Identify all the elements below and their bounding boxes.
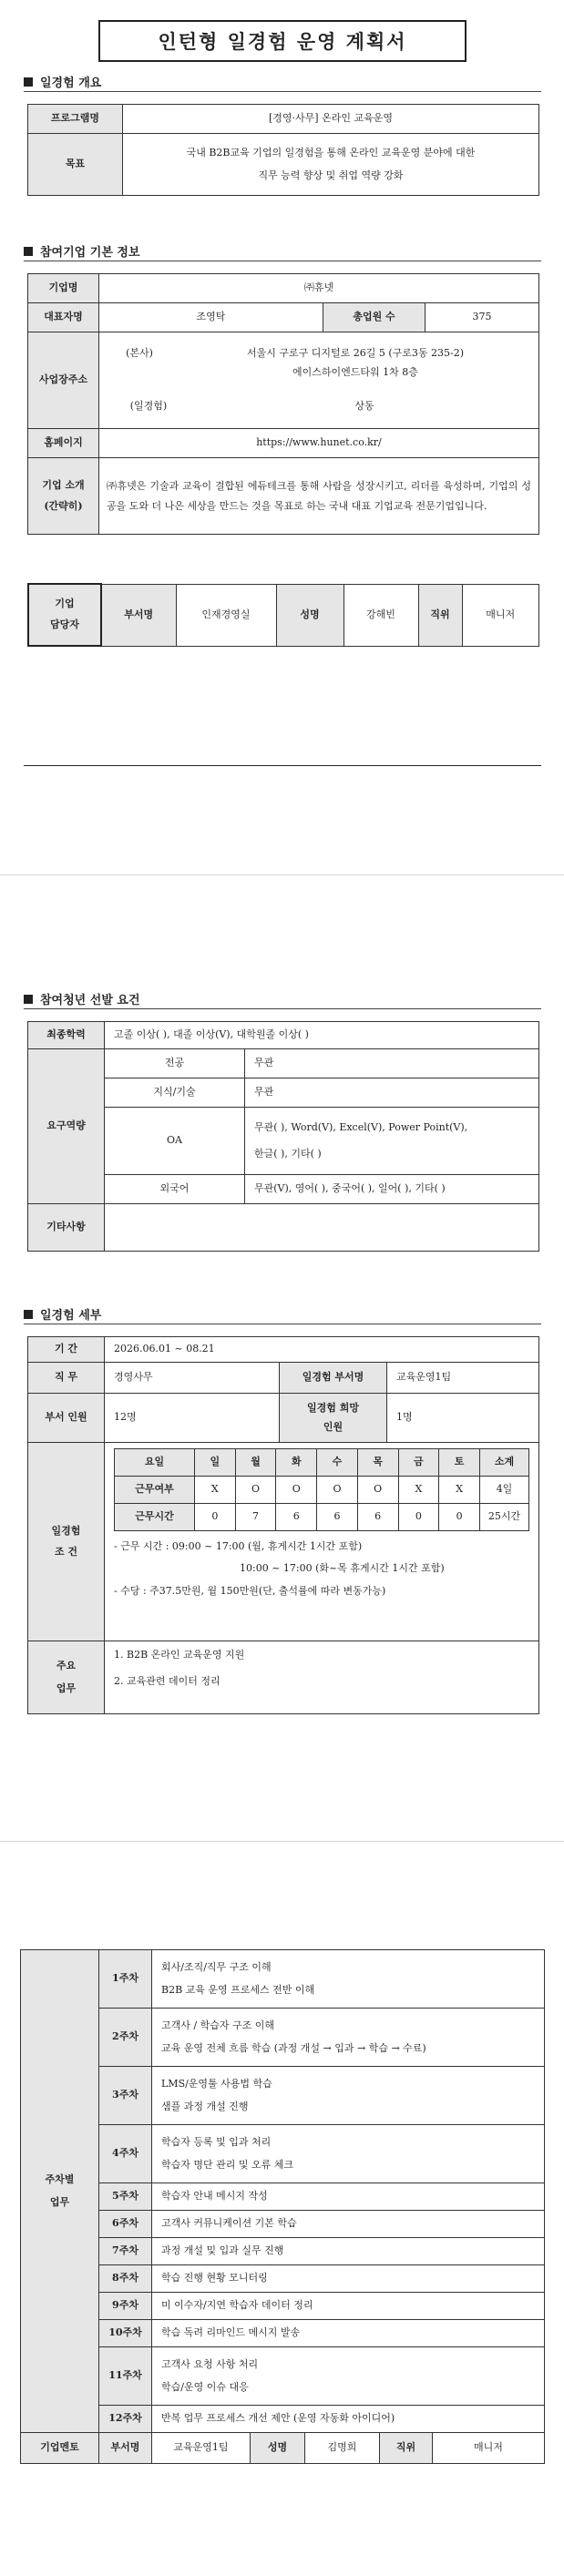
- manager-dept-value: 인재경영실: [176, 584, 276, 646]
- week-task-line: 미 이수자/지연 학습자 데이터 정리: [161, 2299, 313, 2312]
- week-task-line: 학습자 명단 관리 및 오류 체크: [161, 2158, 293, 2171]
- skill-label: 지식/기술: [105, 1078, 245, 1108]
- week-number: 11주차: [99, 2347, 152, 2406]
- company-intro-label: 기업 소개 (간략히): [28, 458, 99, 535]
- week-number: 3주차: [99, 2067, 152, 2125]
- page-2: [0, 875, 564, 1841]
- site-label: (일경험): [129, 399, 168, 412]
- week-tasks: [152, 2238, 545, 2265]
- document-title: 인턴형 일경험 운영 계획서: [98, 20, 467, 62]
- hours_row-cell: 0: [195, 1504, 236, 1531]
- conditions-notes: [114, 1540, 529, 1598]
- week-tasks: [152, 1950, 545, 2009]
- page-3: [0, 1842, 564, 2576]
- week-tasks: [152, 2183, 545, 2211]
- week-number: 1주차: [99, 1950, 152, 2009]
- section-detail-heading: 일경험 세부: [24, 1305, 101, 1323]
- week-number: 12주차: [99, 2406, 152, 2433]
- work_row-cell: 근무여부: [115, 1477, 195, 1504]
- week-tasks: [152, 2293, 545, 2320]
- manager-dept-label: 부서명: [101, 584, 176, 646]
- week-tasks: [152, 2406, 545, 2433]
- square-bullet-icon: [24, 995, 33, 1004]
- square-bullet-icon: [24, 247, 33, 256]
- week-number: 6주차: [99, 2211, 152, 2238]
- period-value: 2026.06.01 ~ 08.21: [105, 1337, 539, 1363]
- week-tasks: [152, 2067, 545, 2125]
- conditions-label: 일경험 조 건: [28, 1443, 105, 1641]
- page-footer-rule: [24, 765, 541, 766]
- staff-count-value: 375: [426, 303, 539, 332]
- hours_row-cell: 6: [357, 1504, 398, 1531]
- major-label: 전공: [105, 1049, 245, 1078]
- week-task-line: 고객사 / 학습자 구조 이해: [161, 2019, 274, 2031]
- goal-label: 목표: [28, 134, 123, 196]
- mentor-name-label: 성명: [251, 2433, 305, 2464]
- job-label: 직 무: [28, 1363, 105, 1394]
- hq-address-line2: 에이스하이엔드타워 1차 8층: [292, 366, 418, 379]
- week-row: [21, 2320, 545, 2347]
- hours_row-cell: 0: [398, 1504, 439, 1531]
- ceo-label: 대표자명: [28, 303, 99, 332]
- work_row-cell: X: [195, 1477, 236, 1504]
- schedule-table: [114, 1448, 529, 1531]
- week-task-line: 학습자 등록 및 입과 처리: [161, 2135, 272, 2148]
- address-label: 사업장주소: [28, 332, 99, 429]
- hours_row-cell: 7: [235, 1504, 276, 1531]
- week-task-line: 학습/운영 이슈 대응: [161, 2380, 249, 2393]
- work-hours-note: - 근무 시간 : 09:00 ~ 17:00 (월, 휴게시간 1시간 포함): [114, 1540, 363, 1552]
- days_header-cell: 토: [439, 1449, 480, 1477]
- week-task-line: B2B 교육 운영 프로세스 전반 이해: [161, 1983, 315, 1996]
- mentor-name-value: 김명희: [305, 2433, 380, 2464]
- week-row: [21, 2347, 545, 2406]
- schedule-hours-row: [115, 1504, 529, 1531]
- staff-count-label: 총업원 수: [323, 303, 426, 332]
- manager-name-value: 강해빈: [344, 584, 418, 646]
- work_row-cell: O: [357, 1477, 398, 1504]
- week-number: 2주차: [99, 2009, 152, 2067]
- weekly-tasks-label: 주차별 업무: [21, 1950, 99, 2433]
- square-bullet-icon: [24, 1310, 33, 1319]
- hours_row-cell: 6: [276, 1504, 317, 1531]
- schedule-header-row: [115, 1449, 529, 1477]
- company-intro-text: ㈜휴넷은 기술과 교육이 결합된 에듀테크를 통해 사람을 성장시키고, 리더를 육성하며, 기업의 성공을 도와 더 나은 세상을 만드는 것을 목표로 하는 국내 대표 기업교육 전문기업입니다.: [99, 458, 539, 535]
- dept-staff-value: 12명: [105, 1394, 280, 1443]
- weekly-tasks-table: [20, 1949, 545, 2464]
- section-overview-heading: 일경험 개요: [24, 73, 101, 90]
- conditions-cell: [105, 1443, 539, 1641]
- mentor-position-value: 매니저: [433, 2433, 545, 2464]
- hope-count-value: 1명: [387, 1394, 539, 1443]
- site-value: 상동: [354, 399, 374, 412]
- week-task-line: 샘플 과정 개설 진행: [161, 2100, 249, 2112]
- days_header-cell: 금: [398, 1449, 439, 1477]
- detail-table: [27, 1336, 539, 1714]
- skill-value: 무관: [245, 1078, 539, 1108]
- overview-table: [27, 104, 539, 196]
- week-task-line: 고객사 커뮤니케이션 기본 학습: [161, 2217, 297, 2230]
- mentor-dept-value: 교육운영1팀: [152, 2433, 251, 2464]
- capability-label: 요구역량: [28, 1049, 105, 1204]
- manager-position-label: 직위: [418, 584, 462, 646]
- requirements-table: [27, 1021, 539, 1252]
- work_row-cell: O: [235, 1477, 276, 1504]
- work_row-cell: O: [276, 1477, 317, 1504]
- hours_row-cell: 25시간: [480, 1504, 529, 1531]
- allowance-note: - 수당 : 주37.5만원, 월 150만원(단, 출석률에 따라 변동가능): [114, 1584, 386, 1597]
- week-row: [21, 1950, 545, 2009]
- week-row: [21, 2293, 545, 2320]
- hours_row-cell: 6: [317, 1504, 358, 1531]
- days_header-cell: 소계: [480, 1449, 529, 1477]
- square-bullet-icon: [24, 77, 33, 87]
- week-task-line: 과정 개설 및 입과 실무 진행: [161, 2244, 284, 2257]
- language-value: 무관(V), 영어( ), 중국어( ), 일어( ), 기타( ): [245, 1175, 539, 1204]
- week-row: [21, 2067, 545, 2125]
- work_row-cell: X: [439, 1477, 480, 1504]
- education-value: 고졸 이상( ), 대졸 이상(V), 대학원졸 이상( ): [105, 1022, 539, 1049]
- dept-staff-label: 부서 인원: [28, 1394, 105, 1443]
- week-tasks: [152, 2125, 545, 2183]
- week-number: 8주차: [99, 2265, 152, 2293]
- education-label: 최종학력: [28, 1022, 105, 1049]
- days_header-cell: 월: [235, 1449, 276, 1477]
- work-hours-note-2: 10:00 ~ 17:00 (화~목 휴게시간 1시간 포함): [240, 1562, 445, 1575]
- detail-dept-label: 일경험 부서명: [280, 1363, 387, 1394]
- section-requirements-heading: 참여청년 선발 요건: [24, 990, 140, 1007]
- week-number: 10주차: [99, 2320, 152, 2347]
- week-row: [21, 2009, 545, 2067]
- week-row: [21, 2406, 545, 2433]
- company-manager-table: [27, 583, 539, 647]
- homepage-value[interactable]: https://www.hunet.co.kr/: [99, 429, 539, 458]
- etc-label: 기타사항: [28, 1204, 105, 1252]
- days_header-cell: 화: [276, 1449, 317, 1477]
- week-tasks: [152, 2320, 545, 2347]
- main-tasks-label: 주요 업무: [28, 1641, 105, 1714]
- hope-count-label: 일경험 희망 인원: [280, 1394, 387, 1443]
- week-tasks: [152, 2347, 545, 2406]
- week-row: [21, 2183, 545, 2211]
- company-manager-label: 기업 담당자: [28, 584, 101, 646]
- mentor-label: 기업멘토: [21, 2433, 99, 2464]
- address-value: [99, 332, 539, 429]
- week-task-line: 고객사 요청 사항 처리: [161, 2357, 259, 2370]
- ceo-value: 조영탁: [99, 303, 323, 332]
- week-number: 7주차: [99, 2238, 152, 2265]
- section-divider: [24, 1008, 541, 1009]
- week-row: [21, 2265, 545, 2293]
- etc-value: [105, 1204, 539, 1252]
- program-value: [경영·사무] 온라인 교육운영: [123, 105, 539, 134]
- company-name-value: ㈜휴넷: [99, 274, 539, 303]
- job-value: 경영사무: [105, 1363, 280, 1394]
- week-number: 9주차: [99, 2293, 152, 2320]
- section-company-heading: 참여기업 기본 정보: [24, 242, 140, 260]
- week-task-line: 학습자 안내 메시지 작성: [161, 2190, 268, 2203]
- work_row-cell: X: [398, 1477, 439, 1504]
- days_header-cell: 수: [317, 1449, 358, 1477]
- mentor-row: [21, 2433, 545, 2464]
- manager-name-label: 성명: [276, 584, 344, 646]
- week-number: 5주차: [99, 2183, 152, 2211]
- days_header-cell: 요일: [115, 1449, 195, 1477]
- hq-address-line1: 서울시 구로구 디지털로 26길 5 (구로3동 235-2): [246, 347, 465, 360]
- week-tasks: [152, 2211, 545, 2238]
- hq-label: (본사): [126, 347, 153, 360]
- program-label: 프로그램명: [28, 105, 123, 134]
- language-label: 외국어: [105, 1175, 245, 1204]
- week-row: [21, 2125, 545, 2183]
- hours_row-cell: 근무시간: [115, 1504, 195, 1531]
- week-row: [21, 2211, 545, 2238]
- oa-label: OA: [105, 1108, 245, 1175]
- hours_row-cell: 0: [439, 1504, 480, 1531]
- week-task-line: 회사/조직/직무 구조 이해: [161, 1960, 272, 1973]
- period-label: 기 간: [28, 1337, 105, 1363]
- days_header-cell: 일: [195, 1449, 236, 1477]
- mentor-position-label: 직위: [380, 2433, 433, 2464]
- week-task-line: 반복 업무 프로세스 개선 제안 (운영 자동화 아이디어): [161, 2412, 395, 2425]
- homepage-label: 홈페이지: [28, 429, 99, 458]
- week-tasks: [152, 2009, 545, 2067]
- week-task-line: 학습 진행 현황 모니터링: [161, 2272, 268, 2285]
- manager-position-value: 매니저: [462, 584, 539, 646]
- work_row-cell: O: [317, 1477, 358, 1504]
- major-value: 무관: [245, 1049, 539, 1078]
- week-row: [21, 2238, 545, 2265]
- week-tasks: [152, 2265, 545, 2293]
- page-1: [0, 0, 564, 874]
- week-task-line: LMS/운영툴 사용법 학습: [161, 2077, 272, 2090]
- mentor-dept-label: 부서명: [99, 2433, 152, 2464]
- main-tasks-value: 1. B2B 온라인 교육운영 지원 2. 교육관련 데이터 정리: [105, 1641, 539, 1714]
- detail-dept-value: 교육운영1팀: [387, 1363, 539, 1394]
- goal-value: 국내 B2B교육 기업의 일경험을 통해 온라인 교육운영 분야에 대한 직무 능력 향상 및 취업 역량 강화: [123, 134, 539, 196]
- days_header-cell: 목: [357, 1449, 398, 1477]
- company-table: [27, 273, 539, 535]
- week-number: 4주차: [99, 2125, 152, 2183]
- work_row-cell: 4일: [480, 1477, 529, 1504]
- company-name-label: 기업명: [28, 274, 99, 303]
- week-task-line: 학습 독려 리마인드 메시지 발송: [161, 2326, 301, 2339]
- section-divider: [24, 91, 541, 92]
- schedule-work-row: [115, 1477, 529, 1504]
- oa-value: 무관( ), Word(V), Excel(V), Power Point(V), 한글( ), 기타( ): [245, 1108, 539, 1175]
- week-task-line: 교육 운영 전체 흐름 학습 (과정 개설 → 입과 → 학습 → 수료): [161, 2041, 426, 2054]
